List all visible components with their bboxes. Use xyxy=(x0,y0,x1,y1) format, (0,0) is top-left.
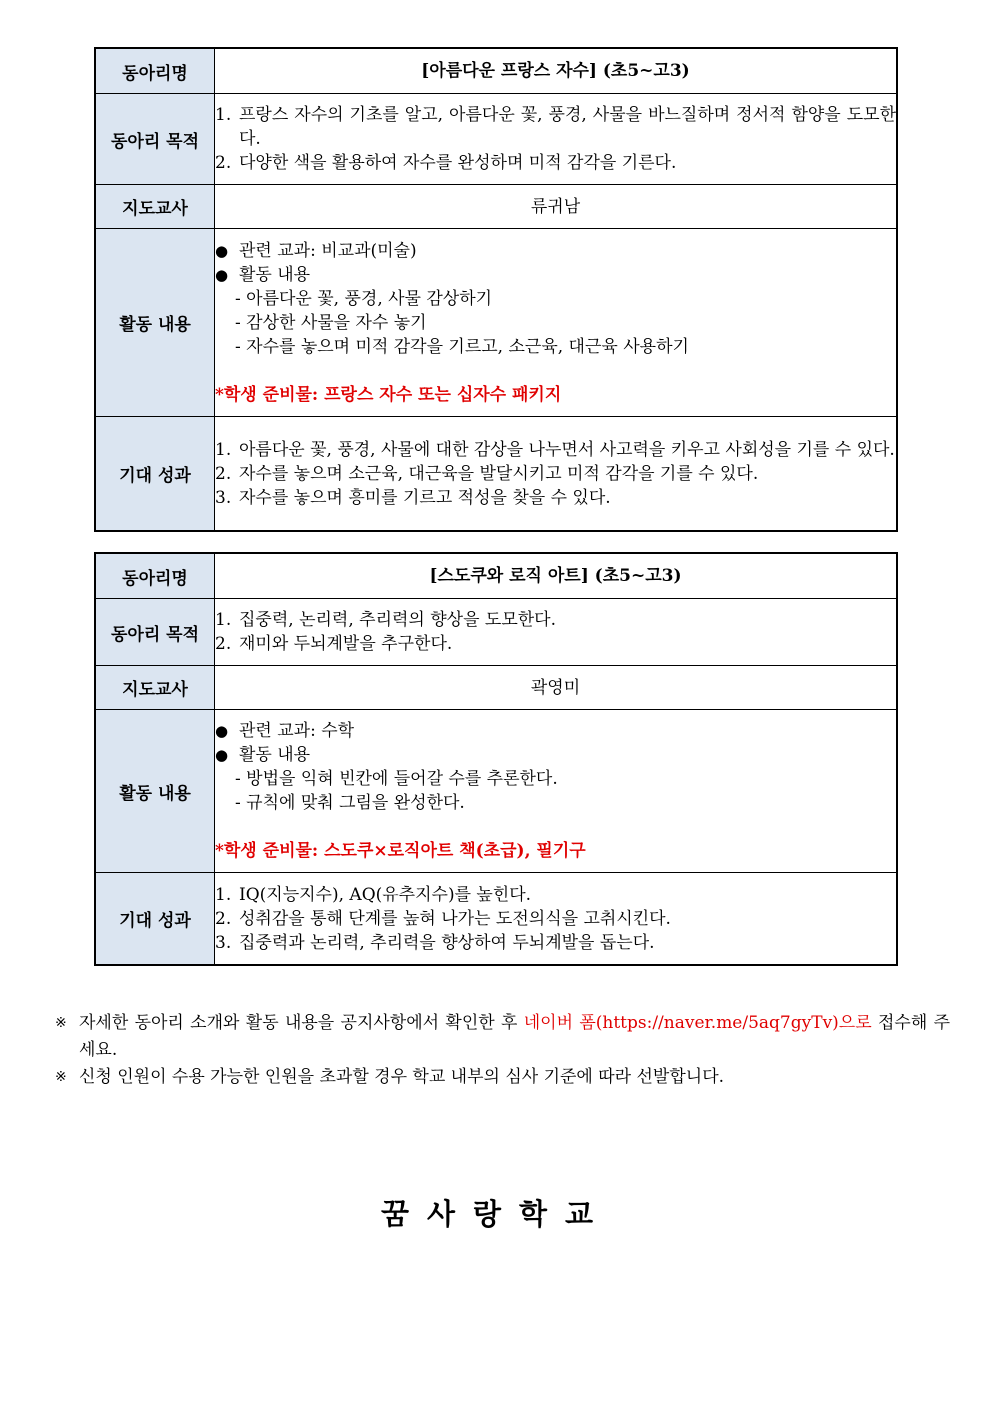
teacher-name: 류귀남 xyxy=(215,185,897,229)
bullet-icon: ● xyxy=(215,722,229,740)
club-goals xyxy=(215,599,897,666)
activity-item: - 규칙에 맞춰 그림을 완성한다. xyxy=(235,793,465,813)
supplies-note: *학생 준비물: 스도쿠×로직아트 책(초급), 필기구 xyxy=(215,841,586,861)
school-name: 꿈사랑학교 xyxy=(380,1197,612,1231)
activity-item: - 방법을 익혀 빈칸에 들어갈 수를 추론한다. xyxy=(235,769,558,789)
outcome-label: 기대 성과 xyxy=(96,873,215,965)
club-goal-label: 동아리 목적 xyxy=(96,94,215,185)
supplies-note: *학생 준비물: 프랑스 자수 또는 십자수 패키지 xyxy=(215,384,562,405)
outcome-item: 2. 성취감을 통해 단계를 높혀 나가는 도전의식을 고취시킨다. xyxy=(215,908,671,929)
activity-item: - 자수를 놓으며 미적 감각을 기르고, 소근육, 대근육 사용하기 xyxy=(235,336,689,357)
goal-item: 1. 프랑스 자수의 기초를 알고, 아름다운 꽃, 풍경, 사물을 바느질하며 정서적 함양을 도모한다. xyxy=(215,105,896,149)
note-application: ※ 자세한 동아리 소개와 활동 내용을 공지사항에서 확인한 후 네이버 폼(https://naver.me/5aq7gyTv)으로 접수해 주세요. xyxy=(55,1010,950,1064)
club-name-label: 동아리명 xyxy=(96,554,215,599)
club-name: [아름다운 프랑스 자수] (초5~고3) xyxy=(215,49,897,94)
activity-item: - 아름다운 꽃, 풍경, 사물 감상하기 xyxy=(235,288,493,309)
club-table-sudoku xyxy=(95,553,897,965)
club-goals xyxy=(215,94,897,185)
activity-label: 활동 내용 xyxy=(96,710,215,873)
teacher-label: 지도교사 xyxy=(96,666,215,710)
club-name: [스도쿠와 로직 아트] (초5~고3) xyxy=(215,554,897,599)
bullet-icon: ● xyxy=(215,241,229,260)
activity-label: 활동 내용 xyxy=(96,229,215,417)
bullet-icon: ● xyxy=(215,265,229,284)
teacher-label: 지도교사 xyxy=(96,185,215,229)
outcomes xyxy=(215,417,897,531)
teacher-name: 곽영미 xyxy=(215,666,897,710)
outcome-item: 2. 자수를 놓으며 소근육, 대근육을 발달시키고 미적 감각을 기를 수 있다. xyxy=(215,463,759,484)
reference-mark-icon: ※ xyxy=(55,1015,67,1031)
club-name-label: 동아리명 xyxy=(96,49,215,94)
note-selection: ※ 신청 인원이 수용 가능한 인원을 초과할 경우 학교 내부의 심사 기준에 따라 선발합니다. xyxy=(55,1064,950,1091)
outcome-item: 3. 집중력과 논리력, 추리력을 향상하여 두뇌계발을 돕는다. xyxy=(215,932,655,953)
goal-item: 2. 재미와 두뇌계발을 추구한다. xyxy=(215,634,453,654)
activity-heading: ● 활동 내용 xyxy=(215,264,311,285)
outcome-item: 1. IQ(지능지수), AQ(유추지수)를 높힌다. xyxy=(215,884,532,905)
outcomes xyxy=(215,873,897,965)
goal-item: 2. 다양한 색을 활용하여 자수를 완성하며 미적 감각을 기른다. xyxy=(215,153,677,173)
notes xyxy=(55,1010,950,1091)
subject-line: ● 관련 교과: 비교과(미술) xyxy=(215,240,417,261)
reference-mark-icon: ※ xyxy=(55,1069,67,1085)
club-table-embroidery xyxy=(95,48,897,531)
activity-content xyxy=(215,229,897,417)
outcome-item: 3. 자수를 놓으며 흥미를 기르고 적성을 찾을 수 있다. xyxy=(215,487,611,508)
activity-content xyxy=(215,710,897,873)
outcome-item: 1. 아름다운 꽃, 풍경, 사물에 대한 감상을 나누면서 사고력을 키우고 사회성을 기를 수 있다. xyxy=(215,439,895,460)
goal-item: 1. 집중력, 논리력, 추리력의 향상을 도모한다. xyxy=(215,610,557,630)
activity-item: - 감상한 사물을 자수 놓기 xyxy=(235,312,427,333)
club-goal-label: 동아리 목적 xyxy=(96,599,215,666)
naver-form-link[interactable]: 네이버 폼(https://naver.me/5aq7gyTv)으로 xyxy=(523,1013,872,1033)
bullet-icon: ● xyxy=(215,746,229,764)
subject-line: ● 관련 교과: 수학 xyxy=(215,721,355,741)
outcome-label: 기대 성과 xyxy=(96,417,215,531)
activity-heading: ● 활동 내용 xyxy=(215,745,311,765)
